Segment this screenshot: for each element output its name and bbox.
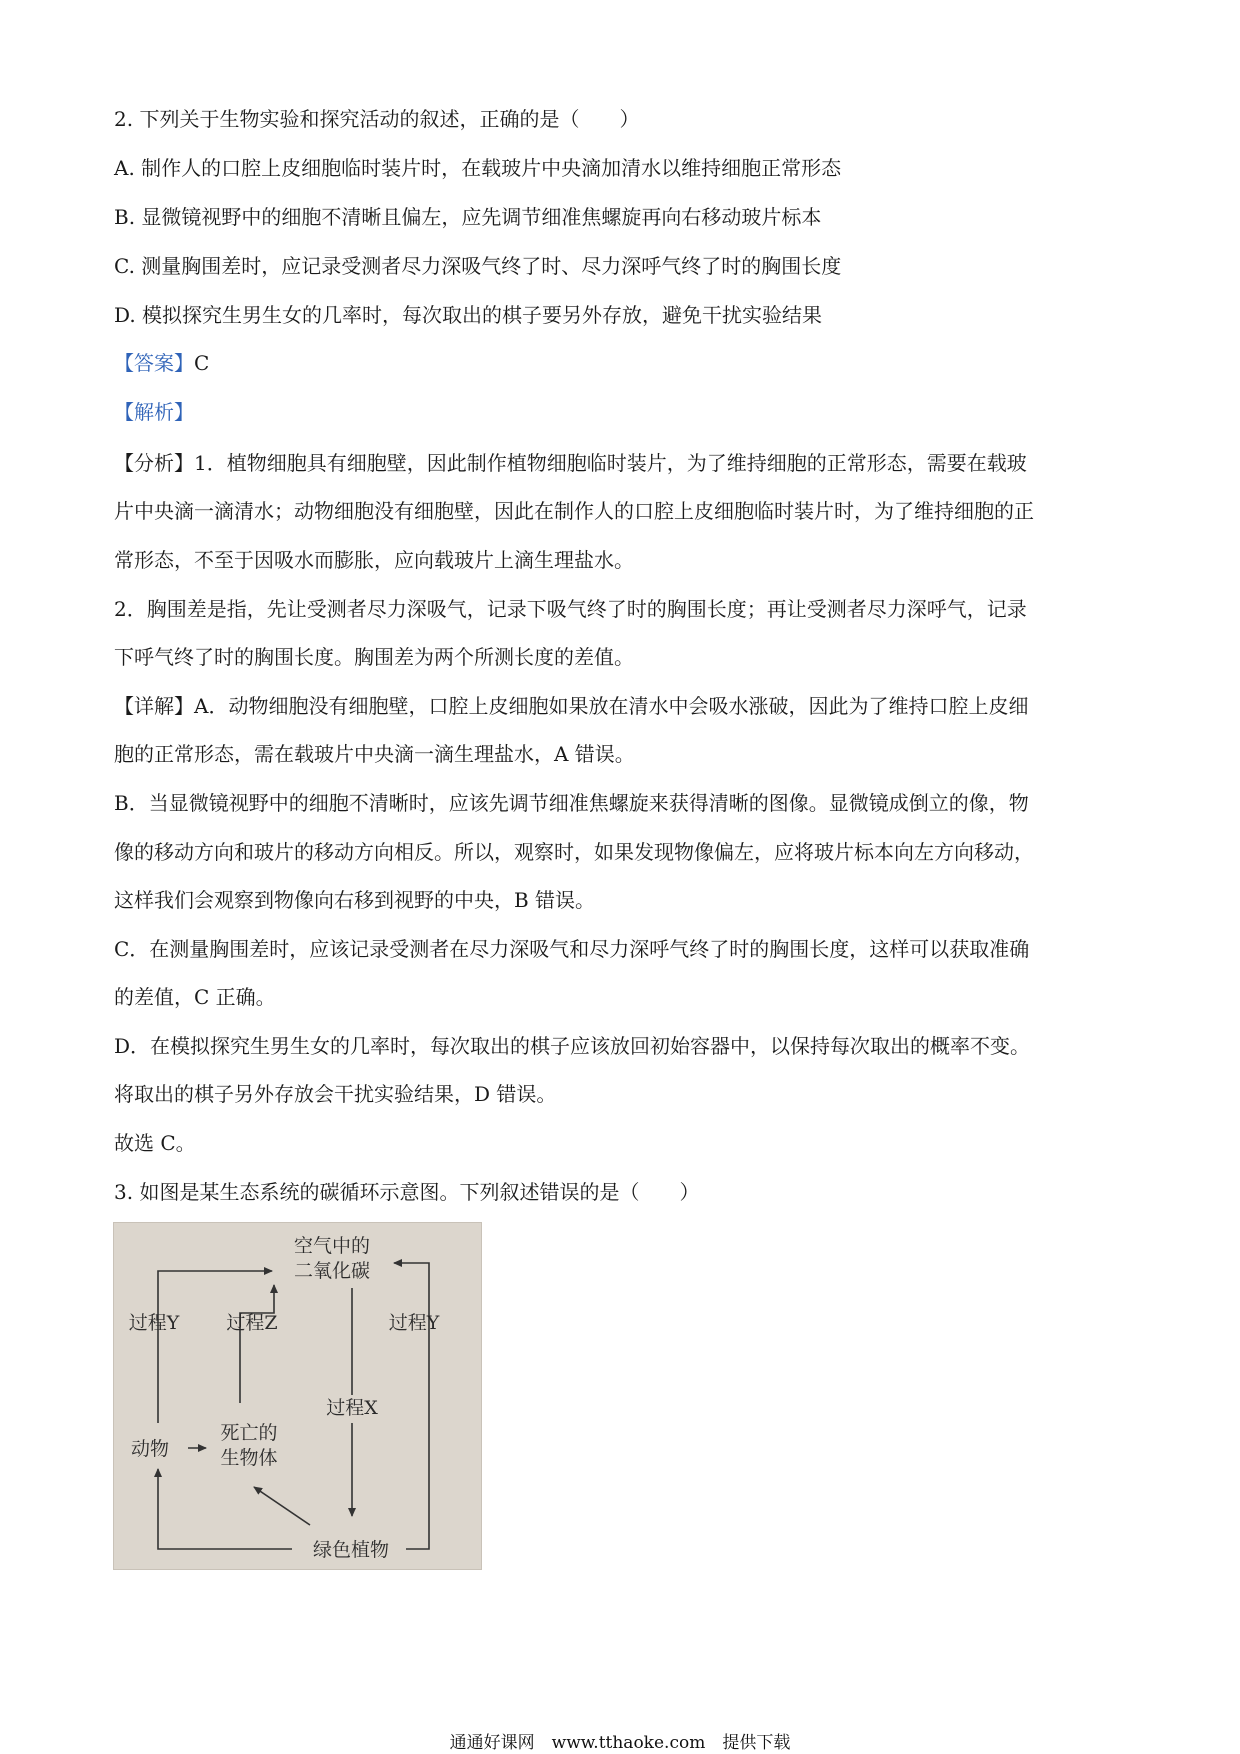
option-d: D. 模拟探究生男生女的几率时，每次取出的棋子要另外存放，避免干扰实验结果 bbox=[114, 303, 823, 327]
answer-value: C bbox=[194, 351, 210, 375]
process-x-label: 过程X bbox=[326, 1397, 378, 1419]
xiangjie-line-6: C．在测量胸围差时，应该记录受测者在尽力深吸气和尽力深呼气终了时的胸围长度，这样可以获取准确 bbox=[114, 937, 1030, 961]
analysis-tag: 【解析】 bbox=[114, 400, 194, 424]
co2-label-1: 空气中的 bbox=[293, 1235, 371, 1257]
fenxi-line-5: 下呼气终了时的胸围长度。胸围差为两个所测长度的差值。 bbox=[114, 645, 634, 669]
co2-label-2: 二氧化碳 bbox=[293, 1260, 371, 1282]
xiangjie-line-9: 将取出的棋子另外存放会干扰实验结果，D 错误。 bbox=[114, 1082, 557, 1106]
fenxi-line-3: 常形态，不至于因吸水而膨胀，应向载玻片上滴生理盐水。 bbox=[114, 548, 634, 572]
xiangjie-line-8: D．在模拟探究生男生女的几率时，每次取出的棋子应该放回初始容器中，以保持每次取出的概率不变。 bbox=[114, 1034, 1031, 1058]
xiangjie-line-1 bbox=[114, 693, 1028, 719]
xiangjie-line-4: 像的移动方向和玻片的移动方向相反。所以，观察时，如果发现物像偏左，应将玻片标本向左方向移动， bbox=[114, 840, 1034, 864]
dead-organisms-label-2: 生物体 bbox=[220, 1447, 278, 1469]
option-a: A. 制作人的口腔上皮细胞临时装片时，在载玻片中央滴加清水以维持细胞正常形态 bbox=[114, 156, 842, 180]
process-y-right-label: 过程Y bbox=[388, 1312, 440, 1334]
question-2-stem: 2. 下列关于生物实验和探究活动的叙述，正确的是（ ） bbox=[114, 107, 640, 131]
xiangjie-line-5: 这样我们会观察到物像向右移到视野的中央，B 错误。 bbox=[114, 888, 596, 912]
arrow-plants-to-co2 bbox=[394, 1263, 429, 1549]
answer-line bbox=[114, 350, 209, 376]
fenxi-text-1: 1．植物细胞具有细胞壁，因此制作植物细胞临时装片，为了维持细胞的正常形态，需要在载玻 bbox=[194, 451, 1027, 475]
option-c: C. 测量胸围差时，应记录受测者尽力深吸气终了时、尽力深呼气终了时的胸围长度 bbox=[114, 254, 842, 278]
xiangjie-line-7: 的差值，C 正确。 bbox=[114, 985, 276, 1009]
process-z-label: 过程Z bbox=[226, 1312, 278, 1334]
question-3-stem: 3. 如图是某生态系统的碳循环示意图。下列叙述错误的是（ ） bbox=[114, 1180, 700, 1204]
animals-label: 动物 bbox=[130, 1438, 170, 1460]
xiangjie-line-3: B．当显微镜视野中的细胞不清晰时，应该先调节细准焦螺旋来获得清晰的图像。显微镜成倒立的像，物 bbox=[114, 791, 1029, 815]
green-plants-label: 绿色植物 bbox=[312, 1539, 390, 1561]
xiangjie-line-10: 故选 C。 bbox=[114, 1131, 196, 1155]
fenxi-line-1 bbox=[114, 450, 1027, 476]
fenxi-line-2: 片中央滴一滴清水；动物细胞没有细胞壁，因此在制作人的口腔上皮细胞临时装片时，为了维持细胞的正 bbox=[114, 499, 1034, 523]
arrow-dead-to-co2 bbox=[240, 1285, 274, 1403]
arrow-plants-to-dead bbox=[254, 1487, 310, 1525]
fenxi-tag: 【分析】 bbox=[114, 451, 194, 475]
answer-tag: 【答案】 bbox=[114, 351, 194, 375]
option-b: B. 显微镜视野中的细胞不清晰且偏左，应先调节细准焦螺旋再向右移动玻片标本 bbox=[114, 205, 822, 229]
xiangjie-text-1: A．动物细胞没有细胞壁，口腔上皮细胞如果放在清水中会吸水涨破，因此为了维持口腔上皮细 bbox=[194, 694, 1029, 718]
carbon-cycle-diagram bbox=[113, 1222, 482, 1570]
dead-organisms-label-1: 死亡的 bbox=[220, 1422, 278, 1444]
analysis-line bbox=[114, 399, 194, 425]
process-y-left-label: 过程Y bbox=[128, 1312, 180, 1334]
xiangjie-line-2: 胞的正常形态，需在载玻片中央滴一滴生理盐水，A 错误。 bbox=[114, 742, 635, 766]
page-footer: 通通好课网 www.tthaoke.com 提供下载 bbox=[449, 1733, 791, 1753]
fenxi-line-4: 2．胸围差是指，先让受测者尽力深吸气，记录下吸气终了时的胸围长度；再让受测者尽力深呼气，记录 bbox=[114, 597, 1027, 621]
arrow-animals-to-co2 bbox=[158, 1271, 272, 1423]
xiangjie-tag: 【详解】 bbox=[114, 694, 194, 718]
carbon-cycle-svg bbox=[114, 1223, 481, 1569]
arrow-plants-to-animals bbox=[158, 1469, 292, 1549]
